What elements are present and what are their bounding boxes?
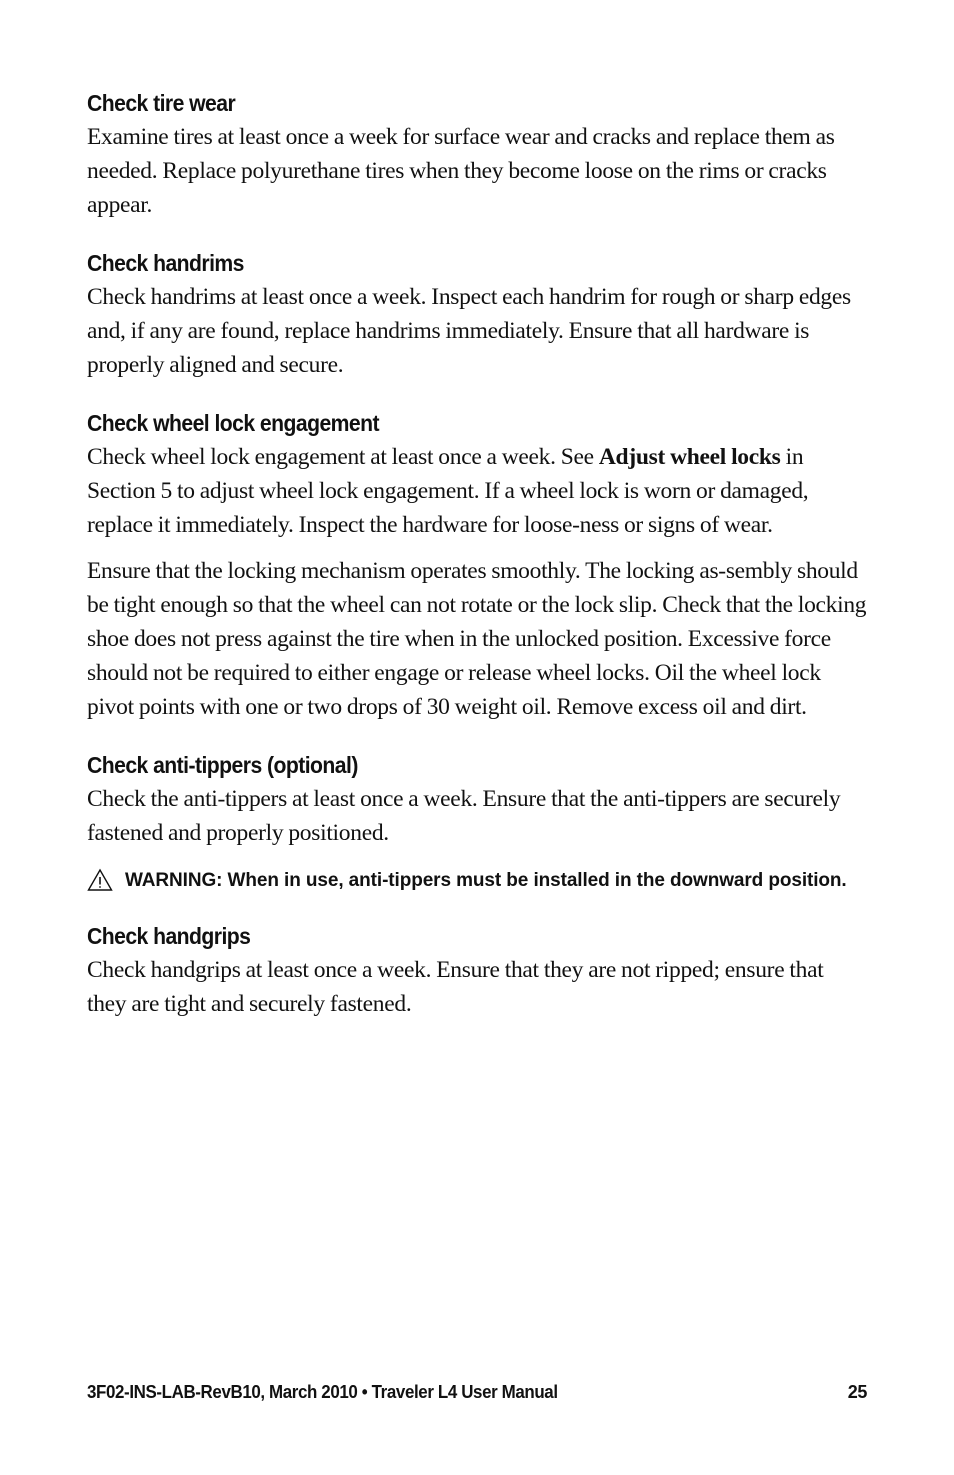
warning-note <box>87 866 867 895</box>
section-handrims <box>87 246 867 382</box>
section-paragraph: Check handrims at least once a week. Inspect each handrim for rough or sharp edges and, if any are found, replace handrims immediately. Ensure that all hardware is properly aligned and secure. <box>87 284 851 378</box>
paragraph-text: Check wheel lock engagement at least once a week. See <box>87 444 599 470</box>
section-wheel-lock <box>87 406 867 724</box>
page-footer <box>87 1378 867 1406</box>
warning-text: WARNING: When in use, anti-tippers must be installed in the downward position. <box>125 870 847 891</box>
page-number: 25 <box>847 1382 867 1402</box>
section-heading: Check wheel lock engagement <box>87 410 380 436</box>
section-heading: Check handgrips <box>87 923 251 949</box>
manual-page-content <box>87 86 867 1045</box>
section-tire-wear <box>87 86 867 222</box>
section-heading: Check tire wear <box>87 90 236 116</box>
section-paragraph: Check handgrips at least once a week. Ensure that they are not ripped; ensure that they are tight and securely fastened. <box>87 957 824 1017</box>
section-heading: Check anti-tippers (optional) <box>87 752 358 778</box>
paragraph-text: in Section 5 to adjust wheel lock engagement. If a wheel lock is worn or damaged, replace it immediately. Inspect the hardware for loose-ness or signs of wear. <box>87 444 809 538</box>
section-paragraph: Ensure that the locking mechanism operates smoothly. The locking as-sembly should be tight enough so that the wheel can not rotate or the lock slip. Check that the locking shoe does not press against the tire when in the unlocked position. Excessive force should not be required to either engage or release wheel locks. Oil the wheel lock pivot points with one or two drops of 30 weight oil. Remove excess oil and dirt. <box>87 558 867 720</box>
section-paragraph: Check the anti-tippers at least once a week. Ensure that the anti-tippers are securely fastened and properly positioned. <box>87 786 841 846</box>
section-handgrips <box>87 919 867 1021</box>
cross-reference: Adjust wheel locks <box>598 444 781 470</box>
section-heading: Check handrims <box>87 250 244 276</box>
section-anti-tippers <box>87 748 867 895</box>
section-paragraph: Examine tires at least once a week for surface wear and cracks and replace them as needed. Replace polyurethane tires when they become loose on the rims or cracks appear. <box>87 124 835 218</box>
footer-document-info: 3F02-INS-LAB-RevB10, March 2010 • Traveler L4 User Manual <box>87 1382 558 1402</box>
section-paragraph <box>87 440 867 542</box>
warning-triangle-icon <box>87 868 113 892</box>
